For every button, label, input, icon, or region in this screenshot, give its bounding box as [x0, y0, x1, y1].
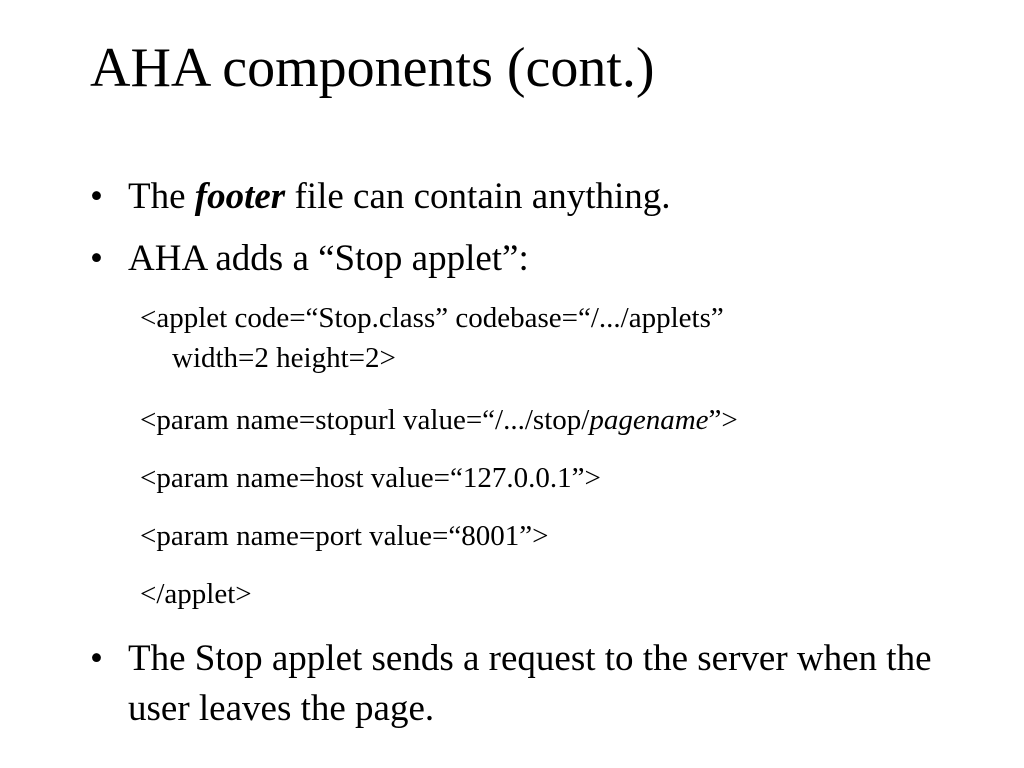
code-param-stopurl-post: ”>	[708, 404, 738, 436]
code-param-port: <param name=port value=“8001”>	[140, 520, 549, 552]
code-applet-open-line2: width=2 height=2>	[172, 342, 396, 374]
slide-title: AHA components (cont.)	[90, 37, 655, 99]
code-applet-close: </applet>	[140, 578, 252, 610]
bullet-footer	[90, 172, 958, 222]
bullet-text-emphasis: footer	[194, 176, 286, 217]
bullet-text	[128, 172, 958, 222]
code-param-stopurl-emphasis: pagename	[589, 404, 709, 436]
bullet-text-pre: The	[128, 176, 195, 217]
bullet-icon: •	[90, 238, 103, 279]
bullet-text: The Stop applet sends a request to the server when the user leaves the page.	[128, 638, 932, 729]
bullet-icon: •	[90, 638, 103, 679]
code-applet-open-line1: <applet code=“Stop.class” codebase=“/.../applets”	[140, 302, 724, 334]
code-param-stopurl-pre: <param name=stopurl value=“/.../stop/	[140, 404, 590, 436]
code-param-stopurl	[140, 400, 738, 440]
code-applet-open	[140, 298, 724, 378]
bullet-stop-applet	[90, 234, 958, 284]
bullet-icon: •	[90, 176, 103, 217]
code-param-host: <param name=host value=“127.0.0.1”>	[140, 462, 601, 494]
bullet-text: AHA adds a “Stop applet”:	[128, 238, 529, 279]
bullet-text-post: file can contain anything.	[285, 176, 671, 217]
bullet-stop-request	[90, 634, 958, 734]
